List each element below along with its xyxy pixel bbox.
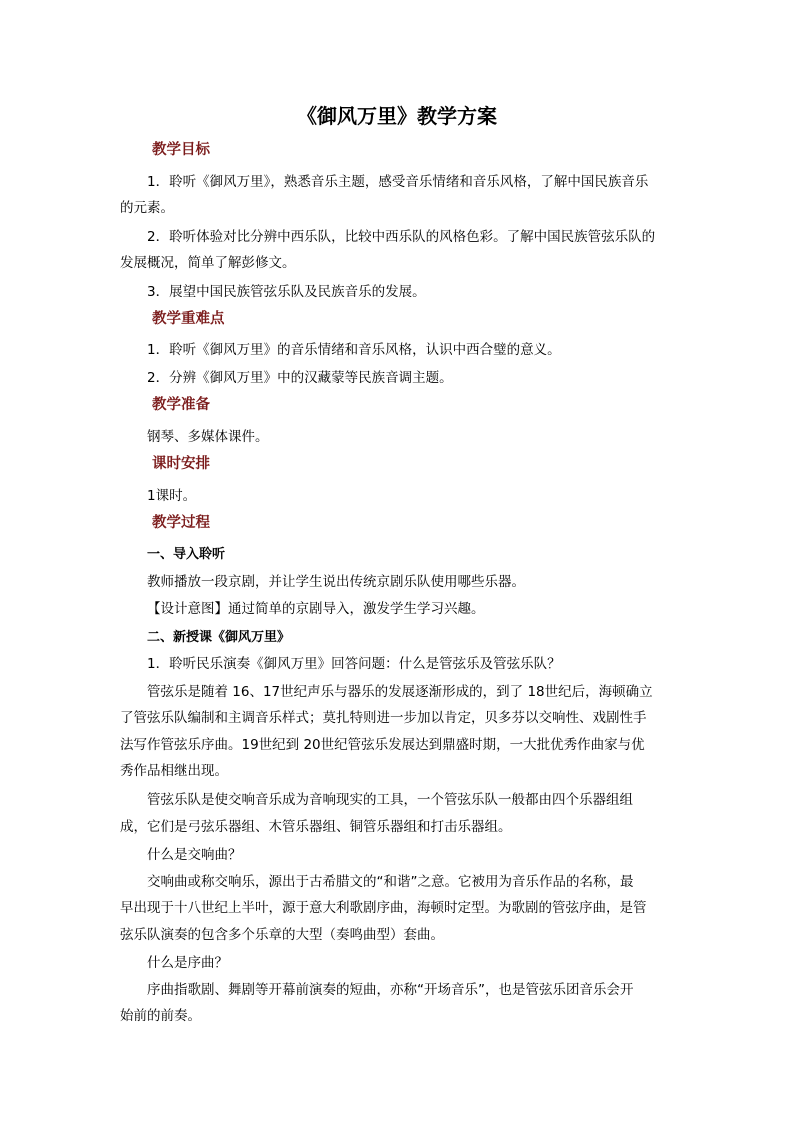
document-title: 《御风万里》教学方案	[297, 104, 497, 128]
paragraph-4-line-1: 序曲指歌剧、舞剧等开幕前演奏的短曲，亦称“开场音乐”，也是管弦乐团音乐会开	[147, 982, 634, 998]
question-3: 什么是序曲？	[147, 955, 228, 971]
paragraph-3-line-3: 弦乐队演奏的包含多个乐章的大型（奏鸣曲型）套曲。	[120, 927, 444, 943]
paragraph-1-line-4: 秀作品相继出现。	[120, 763, 228, 779]
paragraph-3-line-2: 早出现于十八世纪上半叶，源于意大利歌剧序曲，海顿时定型。为歌剧的管弦序曲，是管	[120, 900, 647, 916]
heading-process: 教学过程	[152, 515, 210, 531]
goal-3: 3．展望中国民族管弦乐队及民族音乐的发展。	[147, 284, 426, 300]
process-part-2-title: 二、新授课《御风万里》	[147, 630, 291, 645]
process-part-1-text: 教师播放一段京剧，并让学生说出传统京剧乐队使用哪些乐器。	[147, 574, 525, 590]
goal-2-line-2: 发展概况，简单了解彭修文。	[120, 255, 296, 271]
heading-preparation: 教学准备	[152, 397, 210, 413]
heading-key-points: 教学重难点	[152, 311, 225, 327]
process-part-1-design: 【设计意图】通过简单的京剧导入，激发学生学习兴趣。	[147, 601, 485, 617]
paragraph-2-line-1: 管弦乐队是使交响音乐成为音响现实的工具，一个管弦乐队一般都由四个乐器组组	[147, 792, 633, 808]
schedule-text: 1课时。	[147, 488, 197, 504]
goal-1-line-2: 的元素。	[120, 200, 174, 216]
paragraph-4-line-2: 始前的前奏。	[120, 1008, 201, 1024]
key-point-1: 1．聆听《御风万里》的音乐情绪和音乐风格，认识中西合璧的意义。	[147, 342, 561, 358]
paragraph-2-line-2: 成，它们是弓弦乐器组、木管乐器组、铜管乐器组和打击乐器组。	[120, 819, 512, 835]
paragraph-1-line-1: 管弦乐是随着 16、17世纪声乐与器乐的发展逐渐形成的，到了 18世纪后，海顿确立	[147, 684, 653, 700]
question-1: 1．聆听民乐演奏《御风万里》回答问题：什么是管弦乐及管弦乐队？	[147, 656, 561, 672]
paragraph-1-line-2: 了管弦乐队编制和主调音乐样式；莫扎特则进一步加以肯定，贝多芬以交响性、戏剧性手	[120, 710, 647, 726]
key-point-2: 2．分辨《御风万里》中的汉藏蒙等民族音调主题。	[147, 370, 453, 386]
preparation-text: 钢琴、多媒体课件。	[147, 429, 269, 445]
paragraph-3-line-1: 交响曲或称交响乐，源出于古希腊文的“和谐”之意。它被用为音乐作品的名称，最	[147, 874, 634, 890]
goal-1-line-1: 1．聆听《御风万里》，熟悉音乐主题，感受音乐情绪和音乐风格，了解中国民族音乐	[147, 174, 649, 190]
paragraph-1-line-3: 法写作管弦乐序曲。19世纪到 20世纪管弦乐发展达到鼎盛时期，一大批优秀作曲家与优	[120, 737, 645, 753]
heading-schedule: 课时安排	[152, 456, 210, 472]
heading-goals: 教学目标	[152, 142, 210, 158]
question-2: 什么是交响曲？	[147, 847, 242, 863]
process-part-1-title: 一、导入聆听	[147, 547, 226, 562]
goal-2-line-1: 2．聆听体验对比分辨中西乐队，比较中西乐队的风格色彩。了解中国民族管弦乐队的	[147, 229, 656, 245]
